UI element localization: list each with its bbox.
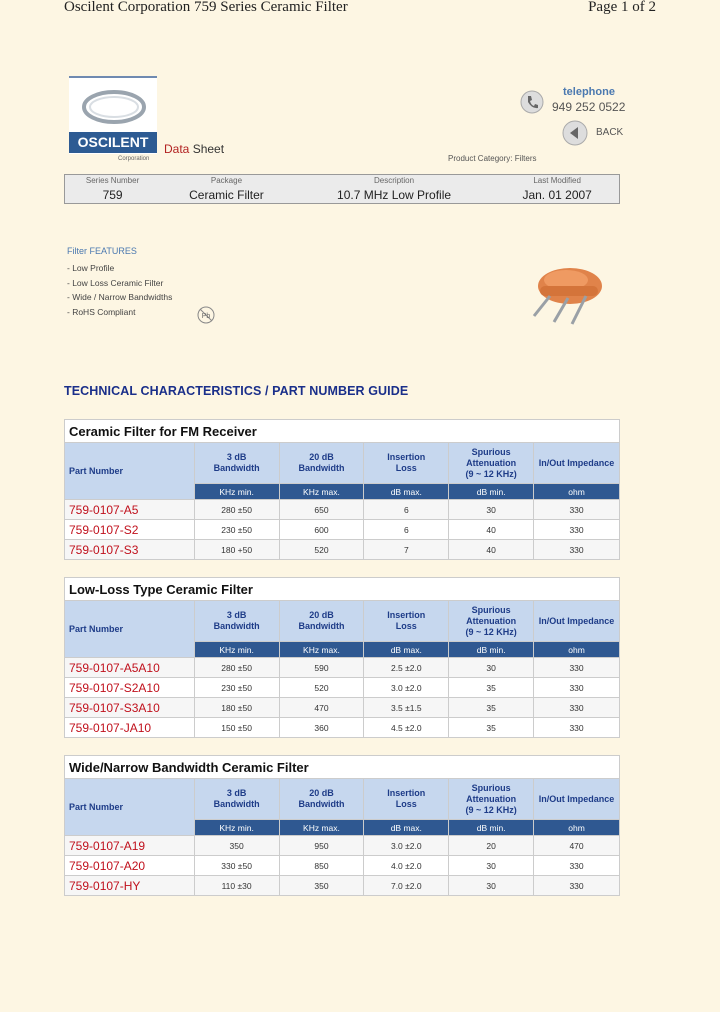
logo-subtitle: Corporation — [118, 156, 150, 162]
table-cell: 6 — [364, 500, 449, 520]
table-cell: 35 — [449, 698, 534, 718]
col-header: 3 dB Bandwidth — [194, 443, 279, 484]
table-cell: 330 ±50 — [194, 856, 279, 876]
part-number-link[interactable]: 759-0107-A19 — [65, 836, 195, 856]
table-cell: 330 — [534, 500, 620, 520]
part-number-link[interactable]: 759-0107-A5A10 — [65, 658, 195, 678]
unit-cell: ohm — [534, 820, 620, 836]
description-value: 10.7 MHz Low Profile — [337, 187, 452, 202]
table-cell: 40 — [449, 540, 534, 560]
table-cell: 280 ±50 — [194, 658, 279, 678]
table-cell: 330 — [534, 678, 620, 698]
last-modified-header: Last Modified — [533, 176, 581, 185]
unit-cell: dB min. — [449, 484, 534, 500]
table-cell: 35 — [449, 718, 534, 738]
table-row — [65, 540, 620, 560]
table-cell: 2.5 ±2.0 — [364, 658, 449, 678]
back-button[interactable]: BACK — [596, 127, 624, 138]
datasheet-word1: Data — [164, 142, 190, 156]
unit-cell: dB min. — [449, 820, 534, 836]
table-cell: 30 — [449, 876, 534, 896]
col-header: In/Out Impedance — [534, 779, 620, 820]
page-number: Page 1 of 2 — [588, 0, 656, 15]
datasheet-word2: Sheet — [189, 142, 225, 156]
part-number-link[interactable]: 759-0107-S2A10 — [65, 678, 195, 698]
features-list — [67, 261, 172, 319]
unit-cell: dB max. — [364, 642, 449, 658]
col-header: Spurious Attenuation (9 ~ 12 KHz) — [449, 443, 534, 484]
part-number-link[interactable]: 759-0107-A20 — [65, 856, 195, 876]
col-header: 3 dB Bandwidth — [194, 601, 279, 642]
table-title: Ceramic Filter for FM Receiver — [65, 420, 620, 443]
table-row — [65, 718, 620, 738]
telephone-label: telephone — [563, 86, 615, 98]
package-header: Package — [210, 176, 243, 185]
feature-item: - Low Loss Ceramic Filter — [67, 277, 164, 288]
table-row — [65, 520, 620, 540]
table-cell: 950 — [279, 836, 364, 856]
col-header: Insertion Loss — [364, 779, 449, 820]
part-number-link[interactable]: 759-0107-S3 — [65, 540, 195, 560]
table-row — [65, 678, 620, 698]
table-cell: 7.0 ±2.0 — [364, 876, 449, 896]
part-number-header: Part Number — [65, 601, 195, 658]
page-header-title: Oscilent Corporation 759 Series Ceramic Filter — [64, 0, 348, 15]
part-number-link[interactable]: 759-0107-HY — [65, 876, 195, 896]
table-cell: 850 — [279, 856, 364, 876]
unit-cell: dB max. — [364, 484, 449, 500]
table-cell: 30 — [449, 856, 534, 876]
unit-cell: dB min. — [449, 642, 534, 658]
table-row — [65, 856, 620, 876]
unit-cell: KHz max. — [279, 642, 364, 658]
telephone-icon[interactable] — [520, 89, 544, 115]
back-arrow-icon[interactable] — [562, 120, 588, 146]
col-header: Insertion Loss — [364, 443, 449, 484]
table-cell: 520 — [279, 678, 364, 698]
part-number-link[interactable]: 759-0107-A5 — [65, 500, 195, 520]
table-body — [65, 836, 620, 896]
datasheet-label — [164, 142, 224, 156]
table-cell: 40 — [449, 520, 534, 540]
table-cell: 150 ±50 — [194, 718, 279, 738]
part-number-link[interactable]: 759-0107-S2 — [65, 520, 195, 540]
table-cell: 4.5 ±2.0 — [364, 718, 449, 738]
table-body — [65, 658, 620, 738]
feature-item: - Low Profile — [67, 263, 115, 273]
col-header: Insertion Loss — [364, 601, 449, 642]
table-cell: 360 — [279, 718, 364, 738]
unit-cell: KHz min. — [194, 642, 279, 658]
col-header: Spurious Attenuation (9 ~ 12 KHz) — [449, 601, 534, 642]
table-cell: 350 — [279, 876, 364, 896]
table-cell: 280 ±50 — [194, 500, 279, 520]
col-header: 3 dB Bandwidth — [194, 779, 279, 820]
table-cell: 600 — [279, 520, 364, 540]
table-cell: 330 — [534, 718, 620, 738]
logo-ring-icon — [80, 88, 148, 132]
table-cell: 330 — [534, 856, 620, 876]
logo-brand: OSCILENT — [69, 132, 157, 153]
table-cell: 230 ±50 — [194, 678, 279, 698]
unit-cell: dB max. — [364, 820, 449, 836]
table-cell: 3.0 ±2.0 — [364, 678, 449, 698]
technical-characteristics-title: TECHNICAL CHARACTERISTICS / PART NUMBER GUIDE — [64, 384, 409, 398]
feature-item: - RoHS Compliant — [67, 306, 136, 317]
description-header: Description — [374, 176, 415, 185]
product-category: Product Category: Filters — [448, 154, 537, 163]
table-title: Wide/Narrow Bandwidth Ceramic Filter — [65, 756, 620, 779]
table-cell: 30 — [449, 500, 534, 520]
spec-table-fm-receiver — [64, 419, 620, 560]
table-row — [65, 500, 620, 520]
table-row — [65, 698, 620, 718]
table-body — [65, 500, 620, 560]
col-header: Spurious Attenuation (9 ~ 12 KHz) — [449, 779, 534, 820]
table-cell: 520 — [279, 540, 364, 560]
table-cell: 330 — [534, 658, 620, 678]
table-cell: 330 — [534, 540, 620, 560]
pb-free-icon — [196, 305, 216, 325]
table-cell: 180 +50 — [194, 540, 279, 560]
table-cell: 330 — [534, 698, 620, 718]
table-cell: 6 — [364, 520, 449, 540]
table-cell: 4.0 ±2.0 — [364, 856, 449, 876]
col-header: In/Out Impedance — [534, 601, 620, 642]
table-cell: 590 — [279, 658, 364, 678]
table-cell: 330 — [534, 876, 620, 896]
series-info-table — [64, 174, 620, 204]
table-cell: 110 ±30 — [194, 876, 279, 896]
telephone-number[interactable]: 949 252 0522 — [552, 100, 626, 114]
part-number-link[interactable]: 759-0107-JA10 — [65, 718, 195, 738]
table-title: Low-Loss Type Ceramic Filter — [65, 578, 620, 601]
table-cell: 20 — [449, 836, 534, 856]
spec-table-wide-narrow — [64, 755, 620, 896]
pb-label: Pb — [201, 313, 211, 320]
table-cell: 470 — [534, 836, 620, 856]
part-number-header: Part Number — [65, 779, 195, 836]
unit-cell: KHz max. — [279, 820, 364, 836]
table-cell: 30 — [449, 658, 534, 678]
table-cell: 470 — [279, 698, 364, 718]
table-row — [65, 658, 620, 678]
table-cell: 180 ±50 — [194, 698, 279, 718]
last-modified-value: Jan. 01 2007 — [522, 187, 592, 202]
unit-cell: KHz min. — [194, 484, 279, 500]
unit-cell: ohm — [534, 484, 620, 500]
spec-table-low-loss — [64, 577, 620, 738]
ceramic-filter-image-icon — [520, 250, 620, 330]
unit-cell: KHz max. — [279, 484, 364, 500]
table-cell: 7 — [364, 540, 449, 560]
unit-cell: KHz min. — [194, 820, 279, 836]
part-number-link[interactable]: 759-0107-S3A10 — [65, 698, 195, 718]
col-header: 20 dB Bandwidth — [279, 601, 364, 642]
feature-item: - Wide / Narrow Bandwidths — [67, 292, 173, 303]
part-number-header: Part Number — [65, 443, 195, 500]
col-header: 20 dB Bandwidth — [279, 443, 364, 484]
unit-cell: ohm — [534, 642, 620, 658]
table-cell: 330 — [534, 520, 620, 540]
series-value: 759 — [102, 187, 123, 202]
features-title: Filter FEATURES — [67, 246, 137, 256]
table-cell: 650 — [279, 500, 364, 520]
table-cell: 3.0 ±2.0 — [364, 836, 449, 856]
table-cell: 3.5 ±1.5 — [364, 698, 449, 718]
table-cell: 35 — [449, 678, 534, 698]
col-header: 20 dB Bandwidth — [279, 779, 364, 820]
table-cell: 230 ±50 — [194, 520, 279, 540]
package-value: Ceramic Filter — [189, 187, 264, 202]
col-header: In/Out Impedance — [534, 443, 620, 484]
table-row — [65, 836, 620, 856]
table-cell: 350 — [194, 836, 279, 856]
series-header: Series Number — [85, 176, 140, 185]
table-row — [65, 876, 620, 896]
